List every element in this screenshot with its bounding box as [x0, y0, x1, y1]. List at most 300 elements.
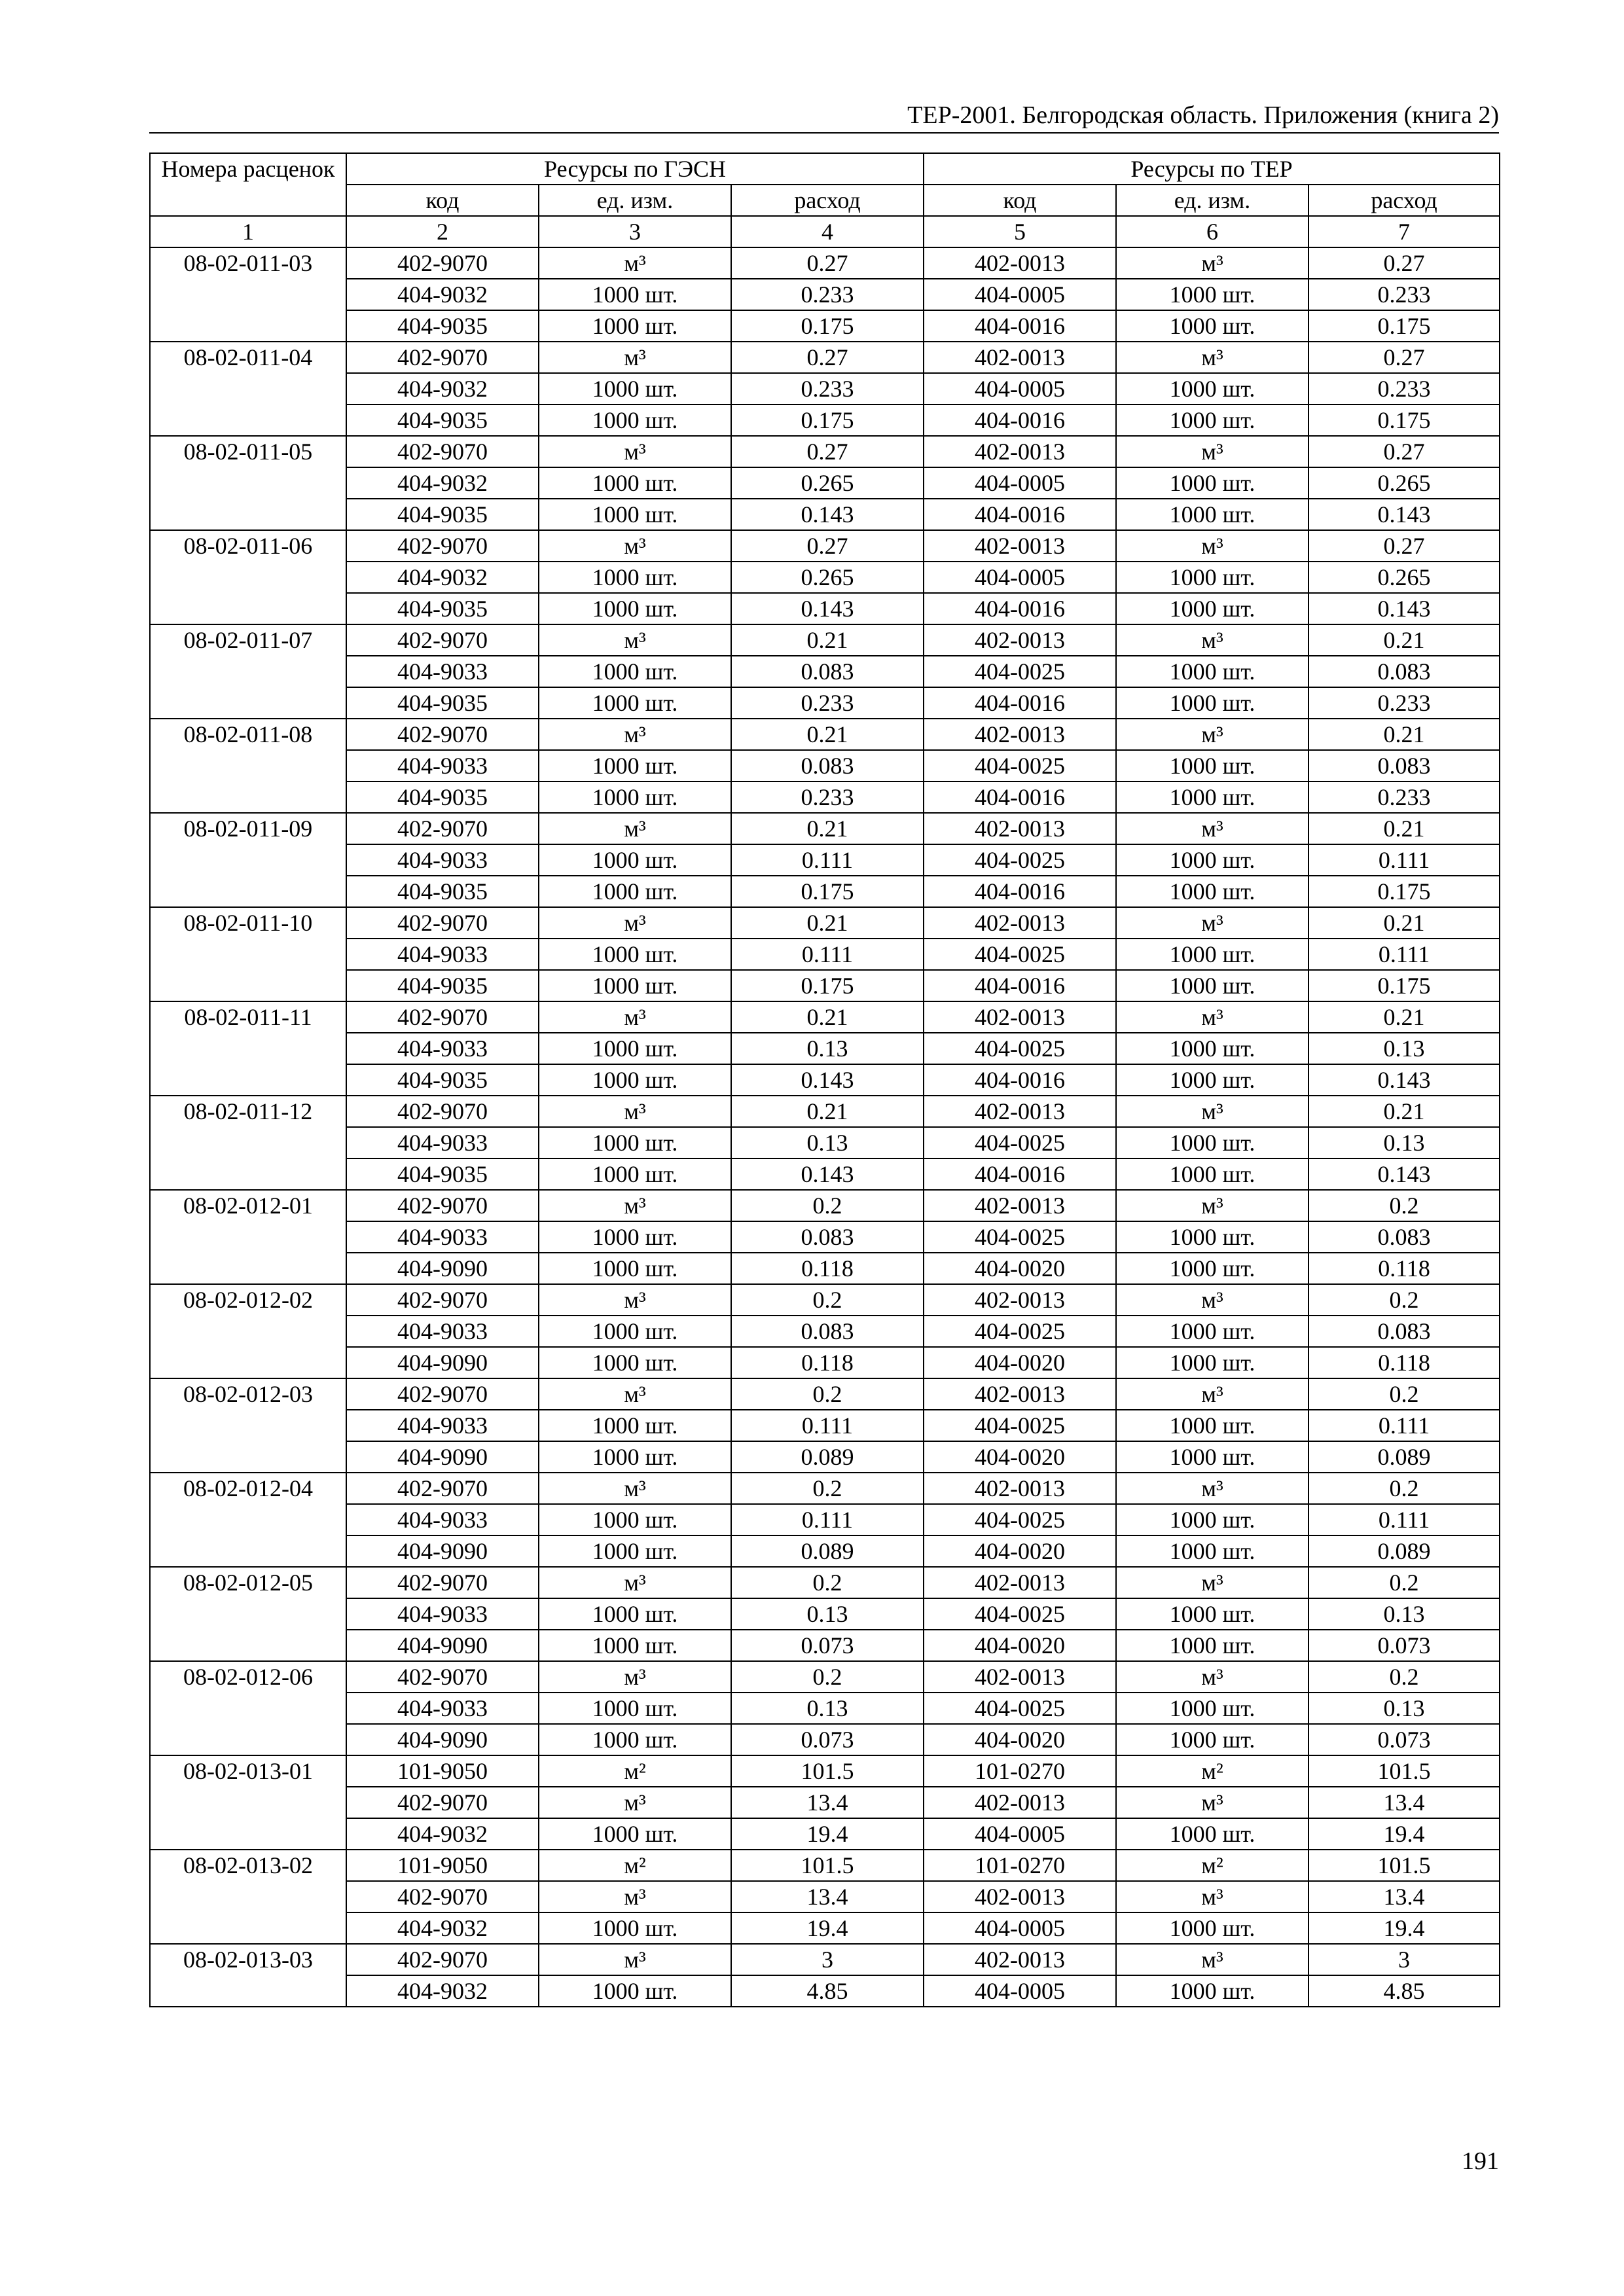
column-number: 3 — [539, 216, 731, 247]
ter-code-cell: 404-0025 — [924, 939, 1116, 970]
ter-consumption-cell: 0.13 — [1308, 1693, 1500, 1724]
ter-code-cell: 404-0005 — [924, 373, 1116, 404]
gesn-unit-cell: 1000 шт. — [539, 1347, 731, 1378]
ter-consumption-cell: 0.21 — [1308, 907, 1500, 939]
gesn-consumption-cell: 101.5 — [731, 1755, 924, 1787]
rate-number-cell: 08-02-013-02 — [150, 1850, 346, 1944]
gesn-unit-cell: 1000 шт. — [539, 499, 731, 530]
gesn-unit-cell: 1000 шт. — [539, 970, 731, 1001]
ter-unit-cell: м² — [1116, 1850, 1308, 1881]
ter-unit-cell: 1000 шт. — [1116, 1221, 1308, 1253]
ter-consumption-cell: 0.073 — [1308, 1630, 1500, 1661]
ter-code-cell: 404-0016 — [924, 970, 1116, 1001]
subheader-ter-consumption: расход — [1308, 185, 1500, 216]
rate-number-cell: 08-02-011-07 — [150, 624, 346, 719]
gesn-consumption-cell: 0.233 — [731, 687, 924, 719]
gesn-unit-cell: 1000 шт. — [539, 1064, 731, 1096]
gesn-code-cell: 402-9070 — [346, 1190, 539, 1221]
table-row — [150, 1127, 1500, 1158]
gesn-consumption-cell: 0.27 — [731, 342, 924, 373]
gesn-unit-cell: м³ — [539, 342, 731, 373]
ter-consumption-cell: 0.073 — [1308, 1724, 1500, 1755]
ter-code-cell: 404-0020 — [924, 1630, 1116, 1661]
subheader-gesn-consumption: расход — [731, 185, 924, 216]
gesn-consumption-cell: 19.4 — [731, 1912, 924, 1944]
gesn-unit-cell: м³ — [539, 1473, 731, 1504]
gesn-unit-cell: 1000 шт. — [539, 1598, 731, 1630]
gesn-code-cell: 402-9070 — [346, 719, 539, 750]
gesn-consumption-cell: 0.143 — [731, 1158, 924, 1190]
gesn-unit-cell: 1000 шт. — [539, 1630, 731, 1661]
gesn-consumption-cell: 0.175 — [731, 876, 924, 907]
gesn-code-cell: 404-9035 — [346, 310, 539, 342]
ter-unit-cell: 1000 шт. — [1116, 1693, 1308, 1724]
gesn-code-cell: 404-9090 — [346, 1535, 539, 1567]
ter-unit-cell: 1000 шт. — [1116, 1598, 1308, 1630]
ter-consumption-cell: 0.27 — [1308, 247, 1500, 279]
gesn-consumption-cell: 3 — [731, 1944, 924, 1975]
ter-code-cell: 402-0013 — [924, 1284, 1116, 1316]
ter-unit-cell: 1000 шт. — [1116, 1504, 1308, 1535]
table-row — [150, 1441, 1500, 1473]
rate-number-cell: 08-02-012-03 — [150, 1378, 346, 1473]
ter-unit-cell: м³ — [1116, 1190, 1308, 1221]
ter-unit-cell: 1000 шт. — [1116, 1975, 1308, 2007]
ter-unit-cell: 1000 шт. — [1116, 1253, 1308, 1284]
gesn-code-cell: 402-9070 — [346, 1001, 539, 1033]
table-row — [150, 1158, 1500, 1190]
ter-code-cell: 402-0013 — [924, 1378, 1116, 1410]
table-row — [150, 1818, 1500, 1850]
table-row — [150, 1221, 1500, 1253]
table-row — [150, 1975, 1500, 2007]
rate-number-cell: 08-02-011-11 — [150, 1001, 346, 1096]
ter-unit-cell: м³ — [1116, 1001, 1308, 1033]
table-row — [150, 1693, 1500, 1724]
gesn-unit-cell: 1000 шт. — [539, 844, 731, 876]
ter-consumption-cell: 0.083 — [1308, 1221, 1500, 1253]
gesn-consumption-cell: 0.21 — [731, 1096, 924, 1127]
ter-unit-cell: 1000 шт. — [1116, 373, 1308, 404]
gesn-unit-cell: м³ — [539, 1284, 731, 1316]
gesn-code-cell: 404-9032 — [346, 562, 539, 593]
ter-consumption-cell: 0.083 — [1308, 750, 1500, 781]
gesn-code-cell: 402-9070 — [346, 436, 539, 467]
ter-code-cell: 404-0020 — [924, 1253, 1116, 1284]
ter-consumption-cell: 0.233 — [1308, 687, 1500, 719]
rate-number-cell: 08-02-012-06 — [150, 1661, 346, 1755]
gesn-consumption-cell: 0.13 — [731, 1693, 924, 1724]
ter-code-cell: 404-0020 — [924, 1724, 1116, 1755]
gesn-unit-cell: м³ — [539, 624, 731, 656]
ter-consumption-cell: 0.175 — [1308, 404, 1500, 436]
gesn-code-cell: 404-9035 — [346, 781, 539, 813]
gesn-unit-cell: м³ — [539, 907, 731, 939]
ter-consumption-cell: 0.083 — [1308, 656, 1500, 687]
table-row — [150, 436, 1500, 467]
ter-unit-cell: м³ — [1116, 1378, 1308, 1410]
gesn-unit-cell: 1000 шт. — [539, 1253, 731, 1284]
rate-number-cell: 08-02-012-02 — [150, 1284, 346, 1378]
gesn-consumption-cell: 0.13 — [731, 1033, 924, 1064]
ter-unit-cell: м³ — [1116, 907, 1308, 939]
gesn-unit-cell: м³ — [539, 1190, 731, 1221]
ter-unit-cell: 1000 шт. — [1116, 781, 1308, 813]
gesn-consumption-cell: 0.2 — [731, 1661, 924, 1693]
gesn-code-cell: 404-9033 — [346, 844, 539, 876]
gesn-code-cell: 404-9032 — [346, 467, 539, 499]
gesn-consumption-cell: 0.21 — [731, 1001, 924, 1033]
ter-code-cell: 402-0013 — [924, 342, 1116, 373]
gesn-consumption-cell: 0.2 — [731, 1473, 924, 1504]
gesn-consumption-cell: 0.143 — [731, 593, 924, 624]
gesn-consumption-cell: 0.27 — [731, 530, 924, 562]
gesn-unit-cell: 1000 шт. — [539, 750, 731, 781]
ter-consumption-cell: 0.175 — [1308, 876, 1500, 907]
column-number: 1 — [150, 216, 346, 247]
ter-code-cell: 404-0025 — [924, 1033, 1116, 1064]
table-row — [150, 342, 1500, 373]
gesn-consumption-cell: 0.083 — [731, 656, 924, 687]
ter-code-cell: 404-0016 — [924, 499, 1116, 530]
ter-consumption-cell: 0.21 — [1308, 1096, 1500, 1127]
table-row — [150, 1724, 1500, 1755]
table-row — [150, 844, 1500, 876]
column-numbers-row — [150, 216, 1500, 247]
gesn-code-cell: 402-9070 — [346, 247, 539, 279]
gesn-code-cell: 404-9090 — [346, 1441, 539, 1473]
column-number: 4 — [731, 216, 924, 247]
gesn-unit-cell: 1000 шт. — [539, 1033, 731, 1064]
ter-code-cell: 402-0013 — [924, 1881, 1116, 1912]
ter-unit-cell: м³ — [1116, 1096, 1308, 1127]
ter-unit-cell: м³ — [1116, 1567, 1308, 1598]
table-row — [150, 1630, 1500, 1661]
rate-number-cell: 08-02-013-01 — [150, 1755, 346, 1850]
gesn-consumption-cell: 0.13 — [731, 1598, 924, 1630]
ter-consumption-cell: 0.083 — [1308, 1316, 1500, 1347]
ter-code-cell: 402-0013 — [924, 1096, 1116, 1127]
ter-consumption-cell: 0.143 — [1308, 499, 1500, 530]
gesn-unit-cell: 1000 шт. — [539, 781, 731, 813]
gesn-unit-cell: м³ — [539, 719, 731, 750]
ter-unit-cell: 1000 шт. — [1116, 499, 1308, 530]
ter-consumption-cell: 0.2 — [1308, 1567, 1500, 1598]
table-body — [150, 247, 1500, 2007]
ter-consumption-cell: 0.111 — [1308, 1504, 1500, 1535]
gesn-unit-cell: 1000 шт. — [539, 1535, 731, 1567]
gesn-consumption-cell: 13.4 — [731, 1787, 924, 1818]
gesn-consumption-cell: 0.143 — [731, 499, 924, 530]
ter-consumption-cell: 0.143 — [1308, 1064, 1500, 1096]
ter-unit-cell: м³ — [1116, 436, 1308, 467]
table-row — [150, 310, 1500, 342]
table-row — [150, 970, 1500, 1001]
gesn-unit-cell: 1000 шт. — [539, 1912, 731, 1944]
gesn-unit-cell: 1000 шт. — [539, 1127, 731, 1158]
table-row — [150, 1253, 1500, 1284]
rate-number-cell: 08-02-013-03 — [150, 1944, 346, 2007]
ter-consumption-cell: 0.143 — [1308, 593, 1500, 624]
ter-consumption-cell: 13.4 — [1308, 1881, 1500, 1912]
gesn-unit-cell: м³ — [539, 530, 731, 562]
ter-code-cell: 402-0013 — [924, 1567, 1116, 1598]
ter-code-cell: 404-0025 — [924, 1504, 1116, 1535]
gesn-unit-cell: 1000 шт. — [539, 1158, 731, 1190]
gesn-unit-cell: 1000 шт. — [539, 593, 731, 624]
ter-unit-cell: 1000 шт. — [1116, 750, 1308, 781]
gesn-code-cell: 101-9050 — [346, 1850, 539, 1881]
gesn-code-cell: 404-9033 — [346, 1504, 539, 1535]
gesn-code-cell: 404-9033 — [346, 1316, 539, 1347]
document-title: ТЕР-2001. Белгородская область. Приложения (книга 2) — [907, 101, 1499, 129]
ter-code-cell: 402-0013 — [924, 1661, 1116, 1693]
ter-consumption-cell: 0.27 — [1308, 436, 1500, 467]
ter-code-cell: 404-0025 — [924, 1598, 1116, 1630]
ter-consumption-cell: 0.233 — [1308, 373, 1500, 404]
table-row — [150, 1598, 1500, 1630]
gesn-consumption-cell: 0.233 — [731, 373, 924, 404]
gesn-code-cell: 404-9033 — [346, 656, 539, 687]
table-row — [150, 279, 1500, 310]
ter-consumption-cell: 0.175 — [1308, 970, 1500, 1001]
gesn-consumption-cell: 101.5 — [731, 1850, 924, 1881]
gesn-code-cell: 404-9035 — [346, 687, 539, 719]
ter-code-cell: 402-0013 — [924, 436, 1116, 467]
ter-consumption-cell: 0.2 — [1308, 1661, 1500, 1693]
gesn-unit-cell: 1000 шт. — [539, 310, 731, 342]
gesn-code-cell: 402-9070 — [346, 624, 539, 656]
ter-code-cell: 402-0013 — [924, 1473, 1116, 1504]
ter-consumption-cell: 0.118 — [1308, 1253, 1500, 1284]
gesn-consumption-cell: 0.118 — [731, 1347, 924, 1378]
subheader-gesn-code: код — [346, 185, 539, 216]
table-row — [150, 1755, 1500, 1787]
gesn-unit-cell: 1000 шт. — [539, 373, 731, 404]
gesn-code-cell: 101-9050 — [346, 1755, 539, 1787]
ter-unit-cell: м³ — [1116, 624, 1308, 656]
ter-consumption-cell: 0.111 — [1308, 1410, 1500, 1441]
ter-code-cell: 402-0013 — [924, 1944, 1116, 1975]
table-row — [150, 1787, 1500, 1818]
ter-unit-cell: м³ — [1116, 1881, 1308, 1912]
resources-table — [149, 152, 1500, 2007]
ter-unit-cell: 1000 шт. — [1116, 279, 1308, 310]
ter-unit-cell: 1000 шт. — [1116, 687, 1308, 719]
ter-unit-cell: 1000 шт. — [1116, 1347, 1308, 1378]
ter-unit-cell: 1000 шт. — [1116, 939, 1308, 970]
ter-unit-cell: 1000 шт. — [1116, 1158, 1308, 1190]
gesn-consumption-cell: 0.083 — [731, 750, 924, 781]
ter-unit-cell: 1000 шт. — [1116, 1630, 1308, 1661]
ter-unit-cell: м³ — [1116, 1787, 1308, 1818]
gesn-consumption-cell: 0.265 — [731, 562, 924, 593]
gesn-code-cell: 404-9032 — [346, 1912, 539, 1944]
gesn-consumption-cell: 0.21 — [731, 813, 924, 844]
header-rule — [149, 132, 1499, 134]
gesn-code-cell: 404-9035 — [346, 1064, 539, 1096]
gesn-consumption-cell: 0.233 — [731, 279, 924, 310]
table-row — [150, 813, 1500, 844]
table-row — [150, 1912, 1500, 1944]
gesn-unit-cell: м³ — [539, 1378, 731, 1410]
rate-number-cell: 08-02-011-06 — [150, 530, 346, 624]
table-row — [150, 1378, 1500, 1410]
table-row — [150, 1944, 1500, 1975]
subheader-ter-code: код — [924, 185, 1116, 216]
gesn-consumption-cell: 4.85 — [731, 1975, 924, 2007]
table-row — [150, 719, 1500, 750]
table-row — [150, 1347, 1500, 1378]
gesn-unit-cell: м³ — [539, 1001, 731, 1033]
rate-number-cell: 08-02-011-05 — [150, 436, 346, 530]
gesn-consumption-cell: 0.089 — [731, 1441, 924, 1473]
table-row — [150, 247, 1500, 279]
table-row — [150, 1410, 1500, 1441]
ter-code-cell: 404-0025 — [924, 1221, 1116, 1253]
ter-consumption-cell: 0.13 — [1308, 1127, 1500, 1158]
ter-consumption-cell: 0.27 — [1308, 530, 1500, 562]
ter-code-cell: 402-0013 — [924, 530, 1116, 562]
ter-unit-cell: м³ — [1116, 1944, 1308, 1975]
gesn-consumption-cell: 0.089 — [731, 1535, 924, 1567]
header-gesn-resources: Ресурсы по ГЭСН — [346, 153, 924, 185]
gesn-unit-cell: 1000 шт. — [539, 1441, 731, 1473]
table-row — [150, 499, 1500, 530]
table-row — [150, 1504, 1500, 1535]
table-row — [150, 1284, 1500, 1316]
ter-code-cell: 404-0020 — [924, 1535, 1116, 1567]
gesn-unit-cell: 1000 шт. — [539, 876, 731, 907]
gesn-code-cell: 402-9070 — [346, 342, 539, 373]
ter-consumption-cell: 0.233 — [1308, 279, 1500, 310]
ter-unit-cell: 1000 шт. — [1116, 876, 1308, 907]
gesn-consumption-cell: 0.083 — [731, 1221, 924, 1253]
gesn-consumption-cell: 0.073 — [731, 1630, 924, 1661]
ter-code-cell: 404-0025 — [924, 1127, 1116, 1158]
ter-unit-cell: м³ — [1116, 1473, 1308, 1504]
ter-unit-cell: 1000 шт. — [1116, 1127, 1308, 1158]
table-row — [150, 467, 1500, 499]
table-row — [150, 907, 1500, 939]
gesn-code-cell: 404-9090 — [346, 1630, 539, 1661]
ter-consumption-cell: 101.5 — [1308, 1755, 1500, 1787]
table-row — [150, 1096, 1500, 1127]
ter-code-cell: 402-0013 — [924, 1787, 1116, 1818]
ter-consumption-cell: 0.27 — [1308, 342, 1500, 373]
ter-code-cell: 404-0016 — [924, 781, 1116, 813]
ter-code-cell: 402-0013 — [924, 624, 1116, 656]
ter-code-cell: 402-0013 — [924, 1001, 1116, 1033]
ter-code-cell: 404-0025 — [924, 1410, 1116, 1441]
ter-unit-cell: м³ — [1116, 247, 1308, 279]
ter-code-cell: 404-0005 — [924, 562, 1116, 593]
ter-consumption-cell: 0.111 — [1308, 844, 1500, 876]
ter-unit-cell: м³ — [1116, 1284, 1308, 1316]
ter-unit-cell: 1000 шт. — [1116, 310, 1308, 342]
gesn-consumption-cell: 0.175 — [731, 970, 924, 1001]
gesn-consumption-cell: 0.21 — [731, 907, 924, 939]
rate-number-cell: 08-02-011-12 — [150, 1096, 346, 1190]
ter-unit-cell: м³ — [1116, 530, 1308, 562]
gesn-consumption-cell: 19.4 — [731, 1818, 924, 1850]
gesn-consumption-cell: 0.2 — [731, 1190, 924, 1221]
table-row — [150, 1535, 1500, 1567]
table-row — [150, 939, 1500, 970]
ter-unit-cell: м³ — [1116, 342, 1308, 373]
ter-code-cell: 404-0005 — [924, 1912, 1116, 1944]
header-ter-resources: Ресурсы по ТЕР — [924, 153, 1500, 185]
gesn-code-cell: 402-9070 — [346, 1661, 539, 1693]
ter-unit-cell: 1000 шт. — [1116, 593, 1308, 624]
gesn-consumption-cell: 0.111 — [731, 844, 924, 876]
ter-code-cell: 404-0025 — [924, 844, 1116, 876]
gesn-unit-cell: 1000 шт. — [539, 404, 731, 436]
ter-consumption-cell: 0.21 — [1308, 624, 1500, 656]
ter-code-cell: 402-0013 — [924, 813, 1116, 844]
ter-unit-cell: 1000 шт. — [1116, 844, 1308, 876]
table-row — [150, 656, 1500, 687]
ter-unit-cell: 1000 шт. — [1116, 1316, 1308, 1347]
gesn-consumption-cell: 0.111 — [731, 1504, 924, 1535]
gesn-consumption-cell: 0.233 — [731, 781, 924, 813]
table-row — [150, 562, 1500, 593]
ter-consumption-cell: 0.2 — [1308, 1284, 1500, 1316]
ter-unit-cell: 1000 шт. — [1116, 1064, 1308, 1096]
ter-consumption-cell: 19.4 — [1308, 1912, 1500, 1944]
gesn-code-cell: 402-9070 — [346, 813, 539, 844]
table-row — [150, 530, 1500, 562]
ter-consumption-cell: 0.143 — [1308, 1158, 1500, 1190]
gesn-unit-cell: м³ — [539, 1787, 731, 1818]
gesn-code-cell: 404-9035 — [346, 404, 539, 436]
table-row — [150, 1881, 1500, 1912]
gesn-unit-cell: 1000 шт. — [539, 279, 731, 310]
ter-unit-cell: 1000 шт. — [1116, 1818, 1308, 1850]
gesn-unit-cell: м³ — [539, 247, 731, 279]
gesn-consumption-cell: 0.111 — [731, 1410, 924, 1441]
gesn-unit-cell: м² — [539, 1850, 731, 1881]
table-row — [150, 781, 1500, 813]
gesn-consumption-cell: 0.073 — [731, 1724, 924, 1755]
gesn-consumption-cell: 0.175 — [731, 310, 924, 342]
ter-consumption-cell: 0.265 — [1308, 467, 1500, 499]
table-row — [150, 593, 1500, 624]
column-number: 7 — [1308, 216, 1500, 247]
ter-consumption-cell: 0.175 — [1308, 310, 1500, 342]
gesn-consumption-cell: 0.21 — [731, 624, 924, 656]
gesn-unit-cell: 1000 шт. — [539, 1410, 731, 1441]
ter-unit-cell: м³ — [1116, 1661, 1308, 1693]
ter-unit-cell: 1000 шт. — [1116, 1033, 1308, 1064]
gesn-consumption-cell: 0.21 — [731, 719, 924, 750]
rate-number-cell: 08-02-011-08 — [150, 719, 346, 813]
gesn-unit-cell: 1000 шт. — [539, 1975, 731, 2007]
gesn-unit-cell: м³ — [539, 1096, 731, 1127]
gesn-code-cell: 404-9032 — [346, 279, 539, 310]
ter-code-cell: 404-0005 — [924, 1975, 1116, 2007]
ter-code-cell: 404-0025 — [924, 656, 1116, 687]
ter-code-cell: 404-0016 — [924, 876, 1116, 907]
table-row — [150, 1064, 1500, 1096]
gesn-unit-cell: м³ — [539, 813, 731, 844]
ter-code-cell: 404-0020 — [924, 1441, 1116, 1473]
gesn-code-cell: 404-9090 — [346, 1724, 539, 1755]
gesn-unit-cell: 1000 шт. — [539, 1724, 731, 1755]
column-number: 2 — [346, 216, 539, 247]
gesn-unit-cell: 1000 шт. — [539, 1316, 731, 1347]
ter-consumption-cell: 0.089 — [1308, 1535, 1500, 1567]
